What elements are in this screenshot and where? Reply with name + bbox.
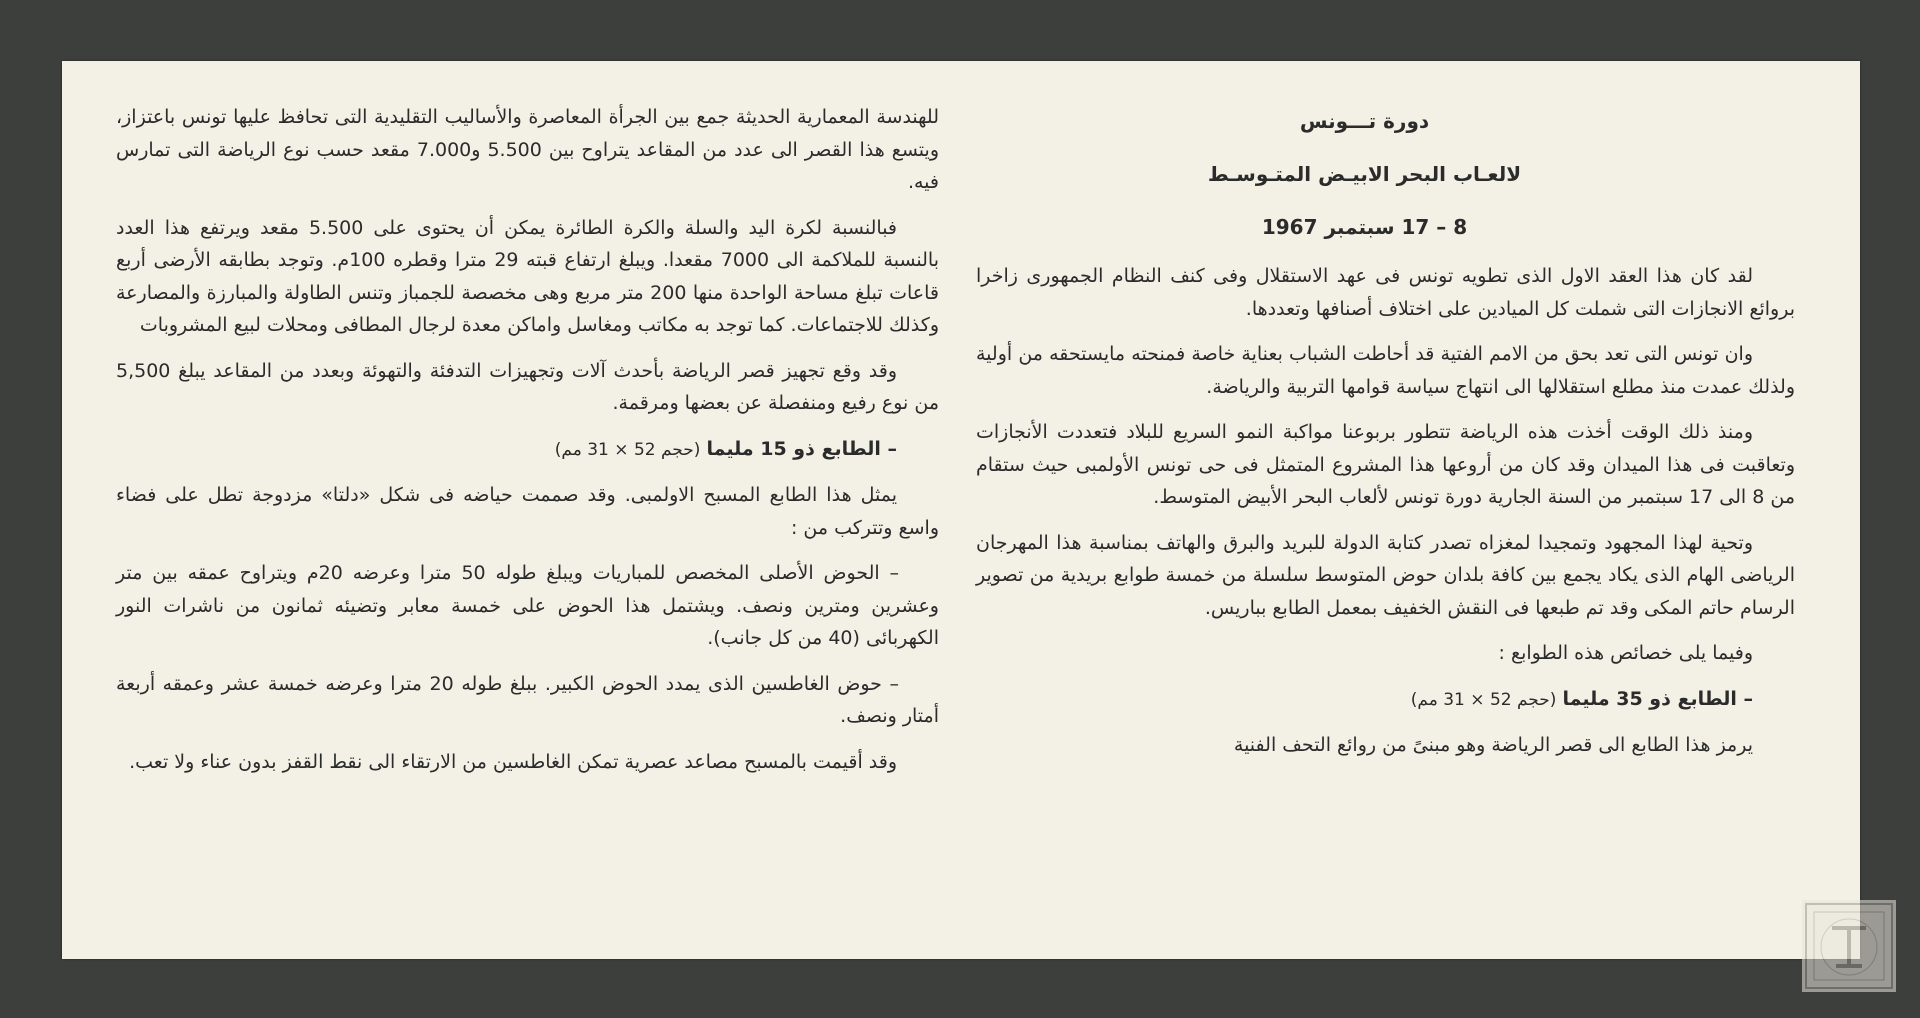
left-paragraph-3: وقد وقع تجهيز قصر الرياضة بأحدث آلات وتجهيزات التدفئة والتهوئة وبعدد من المقاعد يبلغ 5,500 من نوع رفيع ومنفصلة عن بعضها ومرقمة. <box>116 359 939 414</box>
seal-icon <box>1802 900 1896 992</box>
right-column <box>976 101 1795 775</box>
stamp-15-dimensions: (حجم 52 × 31 مم) <box>554 439 701 460</box>
left-paragraph-5: – الحوض الأصلى المخصص للمباريات ويبلغ طوله 50 مترا وعرضه 20م ويتراوح عمقه بين متر وعشرين ومترين ونصف. ويشتمل هذا الحوض على خمسة معابر وتضيئه ثمانون من ناشرات النور الكهربائى (40 من كل جانب). <box>116 562 939 649</box>
right-paragraph-2: وان تونس التى تعد بحق من الامم الفتية قد أحاطت الشباب بعناية خاصة فمنحته مايستحقه من أولية ولذلك عمدت منذ مطلع استقلالها الى انتهاج سياسة قوامها التربية والرياضة. <box>976 343 1795 398</box>
title-line-2: لالعـاب البحر الابيـض المتـوسـط <box>1207 162 1522 186</box>
library-seal-logo <box>1802 900 1896 992</box>
left-paragraph-4: يمثل هذا الطابع المسبح الاولمبى. وقد صممت حياضه فى شكل «دلتا» مزدوجة تطل على فضاء واسع وتتركب من : <box>116 484 939 539</box>
stamp-35-title: – الطابع ذو 35 مليما <box>1562 687 1753 710</box>
left-paragraph-7: وقد أقيمت بالمسبح مصاعد عصرية تمكن الغاطسين من الارتقاء الى نقط القفز بدون عناء ولا تعب. <box>129 750 897 773</box>
left-paragraph-1: للهندسة المعمارية الحديثة جمع بين الجرأة المعاصرة والأساليب التقليدية التى تحافظ عليها تونس باعتزاز، ويتسع هذا القصر الى عدد من المقاعد يتراوح بين 5.500 و7.000 مقعد حسب نوع الرياضة التى تمارس فيه. <box>116 106 940 193</box>
left-column <box>116 101 939 791</box>
title-line-3: 8 – 17 سبتمبر 1967 <box>1261 215 1468 239</box>
stamp-35-dimensions: (حجم 52 × 31 مم) <box>1410 689 1557 710</box>
right-paragraph-3: ومنذ ذلك الوقت أخذت هذه الرياضة تتطور بربوعنا مواكبة النمو السريع للبلاد فتعددت الأنجازات وتعاقبت فى هذا الميدان وقد كان من أروعها هذا المشروع المتمثل فى حى تونس الأولمبى حيث ستقام من 8 الى 17 سبتمبر من السنة الجارية دورة تونس لألعاب البحر الأبيض المتوسط. <box>976 421 1795 508</box>
right-paragraph-6: يرمز هذا الطابع الى قصر الرياضة وهو مبنىً من روائع التحف الفنية <box>1233 734 1753 756</box>
stamp-15-heading <box>116 433 939 467</box>
title-line-1: دورة تـــونس <box>1299 109 1430 133</box>
right-paragraph-5: وفيما يلى خصائص هذه الطوابع : <box>1498 642 1753 664</box>
stamp-35-heading <box>976 683 1795 717</box>
document-sheet <box>62 61 1860 959</box>
left-paragraph-6: – حوض الغاطسين الذى يمدد الحوض الكبير. ببلغ طوله 20 مترا وعرضه خمسة عشر وعمقه أربعة أمتار ونصف. <box>116 672 939 727</box>
right-paragraph-4: وتحية لهذا المجهود وتمجيدا لمغزاه تصدر كتابة الدولة للبريد والبرق والهاتف بمناسبة هذا المهرجان الرياضى الهام الذى يكاد يجمع بين كافة بلدان حوض المتوسط سلسلة من خمسة طوابع بريدية من تصوير الرسام حاتم المكى وقد تم طبعها فى النقش الخفيف بمعمل الطابع بباريس. <box>976 531 1795 619</box>
left-paragraph-2: فبالنسبة لكرة اليد والسلة والكرة الطائرة يمكن أن يحتوى على 5.500 مقعد ويرتفع هذا العدد بالنسبة للملاكمة الى 7000 مقعدا. ويبلغ ارتفاع قبته 29 مترا وقطره 100م. وتوجد بطابقه الأرضى أربع قاعات تبلغ مساحة الواحدة منها 200 متر مربع وهى مخصصة للجمباز وتنس الطاولة والمبارزة والمصارعة وكذلك للاجتماعات. كما توجد به مكاتب ومغاسل واماكن معدة لرجال المطافى ومحلات لبيع المشروبات <box>116 216 939 336</box>
right-paragraph-1: لقد كان هذا العقد الاول الذى تطويه تونس فى عهد الاستقلال وفى كنف النظام الجمهورى زاخرا بروائع الانجازات التى شملت كل الميادين على اختلاف أصنافها وتعددها. <box>976 265 1795 320</box>
stamp-15-title: – الطابع ذو 15 مليما <box>706 437 897 460</box>
